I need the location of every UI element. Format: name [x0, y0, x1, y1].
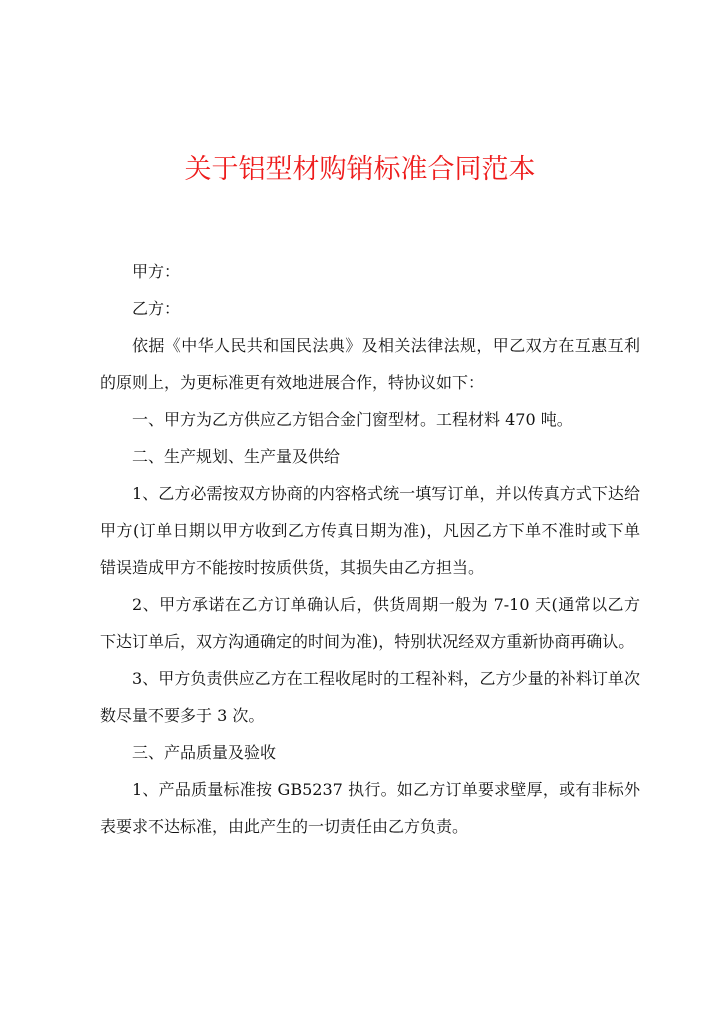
clause-2-1: 1、乙方必需按双方协商的内容格式统一填写订单，并以传真方式下达给甲方(订单日期以甲方收到乙方传真日期为准)，凡因乙方下单不准时或下单错误造成甲方不能按时按质供货，其损失由乙方担当。 [100, 484, 640, 577]
section-heading-3: 三、产品质量及验收 [132, 743, 277, 762]
clause-1: 一、甲方为乙方供应乙方铝合金门窗型材。工程材料 470 吨。 [132, 410, 573, 429]
document-body [100, 253, 640, 845]
document-title: 关于铝型材购销标准合同范本 [184, 154, 536, 185]
clause-2-3: 3、甲方负责供应乙方在工程收尾时的工程补料，乙方少量的补料订单次数尽量不要多于 3 次。 [100, 669, 640, 725]
section-heading-2: 二、生产规划、生产量及供给 [132, 447, 341, 466]
clause-2-2: 2、甲方承诺在乙方订单确认后，供货周期一般为 7-10 天(通常以乙方下达订单后，双方沟通确定的时间为准)，特别状况经双方重新协商再确认。 [100, 595, 640, 651]
party-b-line: 乙方： [132, 299, 181, 318]
party-a-line: 甲方： [132, 262, 181, 281]
preamble-paragraph: 依据《中华人民共和国民法典》及相关法律法规，甲乙双方在互惠互利的原则上，为更标准更有效地进展合作，特协议如下： [100, 336, 640, 392]
clause-3-1: 1、产品质量标准按 GB5237 执行。如乙方订单要求壁厚，或有非标外表要求不达标准，由此产生的一切责任由乙方负责。 [100, 780, 640, 836]
